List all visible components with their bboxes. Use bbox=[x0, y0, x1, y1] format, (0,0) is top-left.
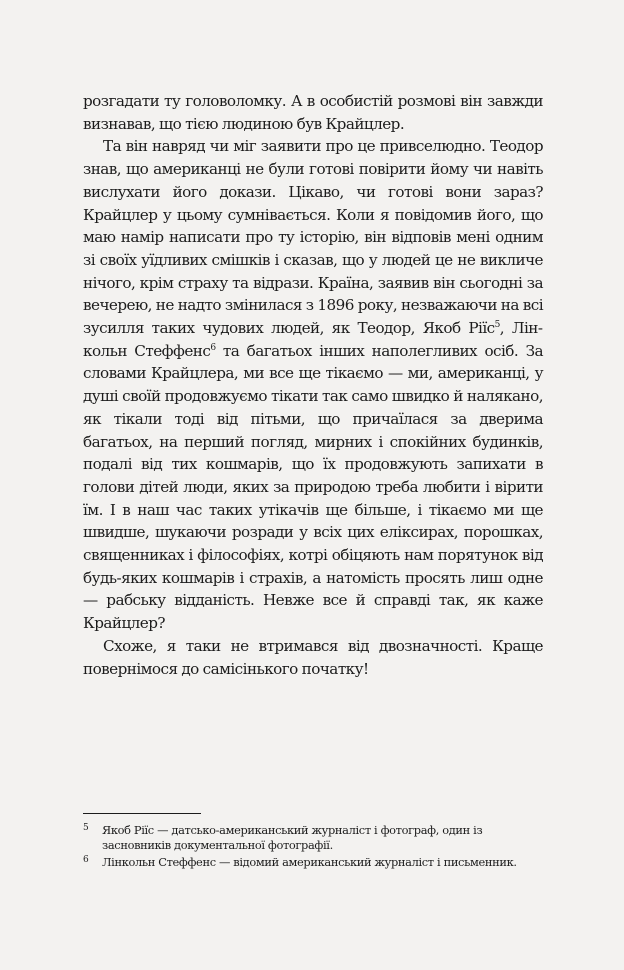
paragraph-3: Схоже, я таки не втримався від двозначності. Краще повернімося до самісінького початку! bbox=[83, 636, 543, 678]
footnote-5 bbox=[83, 823, 543, 853]
paragraph-2-part-1: Та він навряд чи міг заявити про це привселюдно. Теодор знав, що американці не були готові повірити йому чи навіть вислухати його докази. Цікаво, чи готові вони зараз? Крайцлер у цьому сумнівається. Коли я повідомив його, що маю намір написати про ту історію, він відповів мені одним зі своїх уїдливих смішків і сказав, що у людей це не викличе нічого, крім страху та відрази. Країна, заявив він сьогодні за вечерею, не надто змінилася з 1896 року, незважаючи на всі зусилля таких чудових людей, як Теодор, Якоб Ріїс bbox=[83, 137, 544, 338]
paragraph-2-part-2: , Лінкольн Стеффенс bbox=[83, 319, 544, 360]
footnote-number: 6 bbox=[83, 855, 89, 865]
main-text bbox=[83, 90, 543, 680]
footnote-divider bbox=[83, 813, 201, 814]
footnotes-section bbox=[83, 813, 543, 872]
paragraph-2-part-3: та багатьох інших наполегливих осіб. За словами Крайцлера, ми все ще тікаємо — ми, американці, у душі своїй продовжуємо тікати так само швидко й налякано, як тікали тоді від пітьми, що причаїлася за дверима багатьох, на перший погляд, мирних і спокійних будинків, подалі від тих кошмарів, що їх продовжують запихати в голови дітей люди, яких за природою треба любити і вірити їм. І в наш час таких утікачів ще більше, і тікаємо ми ще швидше, шукаючи розради у всіх цих еліксирах, порошках, священниках і філософіях, котрі обіцяють нам порятунок від будь-яких кошмарів і страхів, а натомість просять лиш одне — рабську відданість. Невже все й справді так, як каже Крайцлер? bbox=[83, 341, 543, 633]
page-body bbox=[83, 90, 543, 680]
footnote-text: Якоб Ріїс — датсько-американський журналіст і фотограф, один із засновників документальної фотографії. bbox=[102, 823, 483, 852]
footnote-ref-5[interactable]: 5 bbox=[494, 319, 500, 330]
paragraph-2 bbox=[83, 135, 543, 634]
footnote-text: Лінкольн Стеффенс — відомий американський журналіст і письменник. bbox=[102, 855, 517, 869]
paragraph-1: розгадати ту головоломку. А в особистій розмові він завжди визнавав, що тією людиною був Крайцлер. bbox=[83, 92, 543, 133]
footnote-ref-6[interactable]: 6 bbox=[210, 342, 216, 353]
footnote-number: 5 bbox=[83, 823, 89, 833]
footnote-6 bbox=[83, 855, 543, 870]
